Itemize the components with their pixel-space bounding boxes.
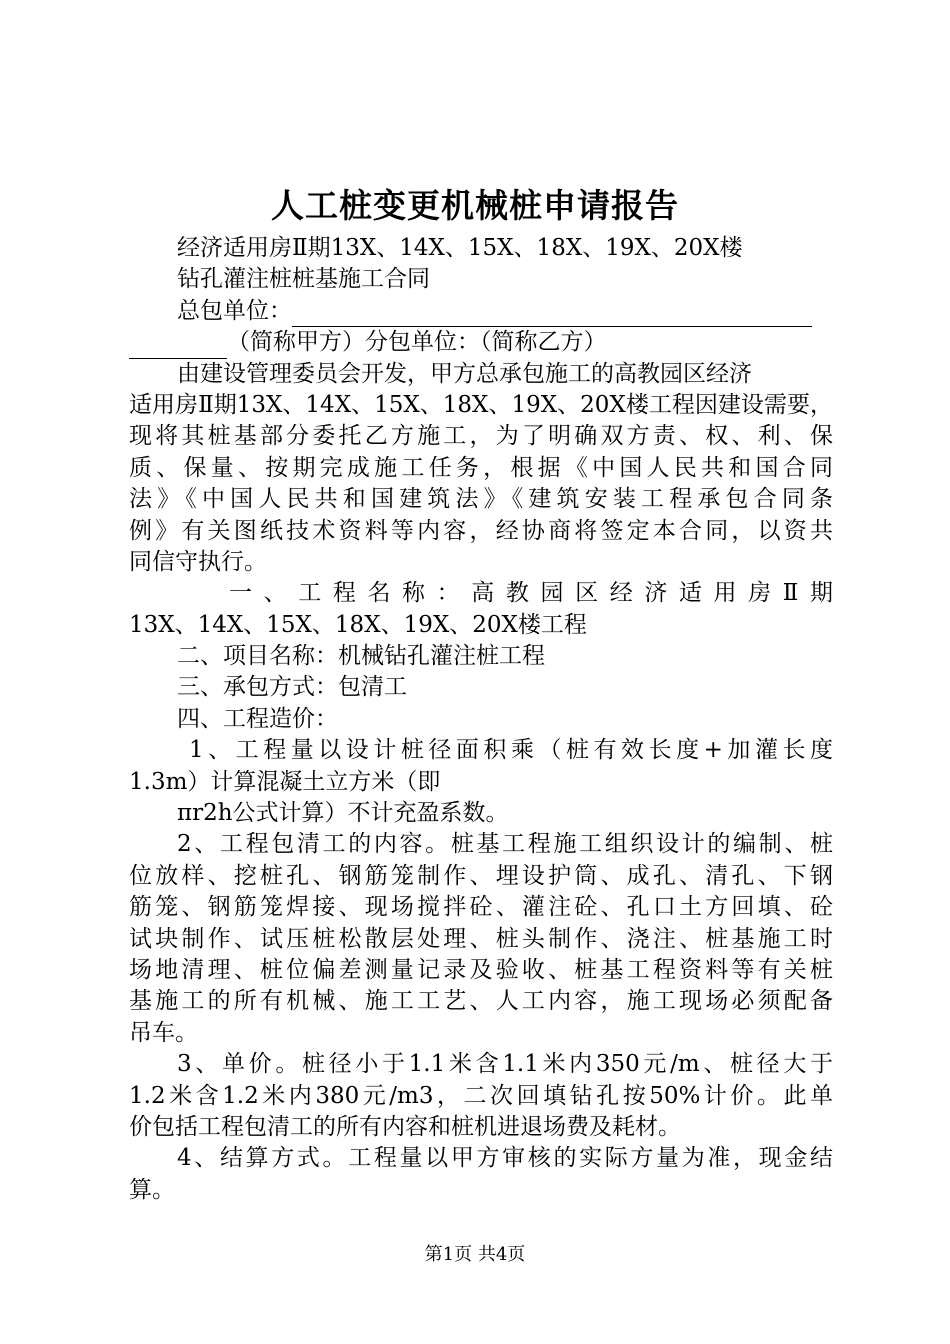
document-title: 人工桩变更机械桩申请报告 (271, 186, 679, 225)
text-line: 质、保量、按期完成施工任务，根据《中国人民共和国合同 (129, 454, 833, 481)
text-line: 经济适用房Ⅱ期13X、14X、15X、18X、19X、20X楼 (177, 235, 743, 261)
text-line: 1.3m）计算混凝土立方米（即 (129, 768, 441, 795)
text-line (129, 327, 833, 358)
text-line: 4、结算方式。工程量以甲方审核的实际方量为准，现金结 (177, 1145, 833, 1172)
text-line: 1.2米含1.2米内380元/m3，二次回填钻孔按50%计价。此单 (129, 1082, 833, 1109)
text-line: 一、工程名称：高教园区经济适用房Ⅱ期 (229, 580, 833, 607)
text-line: 2、工程包清工的内容。桩基工程施工组织设计的编制、桩 (177, 831, 833, 858)
text-line: 例》有关图纸技术资料等内容，经协商将签定本合同，以资共 (129, 517, 833, 544)
text-line: 三、承包方式：包清工 (177, 674, 407, 701)
text-line: 钻孔灌注桩桩基施工合同 (177, 266, 430, 293)
text-line: 价包括工程包清工的所有内容和桩机进退场费及耗材。 (129, 1113, 681, 1140)
text-line: 算。 (129, 1176, 175, 1203)
text-line: 基施工的所有机械、施工工艺、人工内容，施工现场必须配备 (129, 988, 833, 1015)
general-contractor-blank (292, 300, 812, 327)
text-line: πr2h公式计算）不计充盈系数。 (177, 800, 509, 827)
text-line: 四、工程造价： (177, 705, 338, 732)
text-line: 筋笼、钢筋笼焊接、现场搅拌砼、灌注砼、孔口土方回填、砼 (129, 894, 833, 921)
text-line: 现将其桩基部分委托乙方施工，为了明确双方责、权、利、保 (129, 423, 833, 450)
text-line (129, 296, 833, 327)
text-line: 1、工程量以设计桩径面积乘（桩有效长度+加灌长度 (189, 737, 833, 764)
text-line: 二、项目名称：机械钻孔灌注桩工程 (177, 643, 545, 670)
text-line: 位放样、挖桩孔、钢筋笼制作、埋设护筒、成孔、清孔、下钢 (129, 862, 833, 889)
text-line: 由建设管理委员会开发，甲方总承包施工的高教园区经济 (177, 360, 752, 387)
text-line: 试块制作、试压桩松散层处理、桩头制作、浇注、桩基施工时 (129, 925, 833, 952)
text-line: 场地清理、桩位偏差测量记录及验收、桩基工程资料等有关桩 (129, 956, 833, 983)
text-line: 法》《中国人民共和国建筑法》《建筑安装工程承包合同条 (129, 486, 833, 513)
general-contractor-label: 总包单位： (177, 297, 292, 324)
text-line: 适用房Ⅱ期13X、14X、15X、18X、19X、20X楼工程因建设需要， (129, 391, 833, 418)
subcontractor-label: （简称甲方）分包单位：（简称乙方） (227, 329, 607, 356)
party-a-blank (129, 332, 227, 359)
text-line: 3、单价。桩径小于1.1米含1.1米内350元/m、桩径大于 (177, 1051, 833, 1078)
text-line: 吊车。 (129, 1019, 198, 1046)
page-footer: 第1页 共4页 (424, 1244, 526, 1265)
document-body (129, 233, 833, 1206)
text-line: 同信守执行。 (129, 548, 267, 575)
text-line: 13X、14X、15X、18X、19X、20X楼工程 (129, 611, 587, 638)
